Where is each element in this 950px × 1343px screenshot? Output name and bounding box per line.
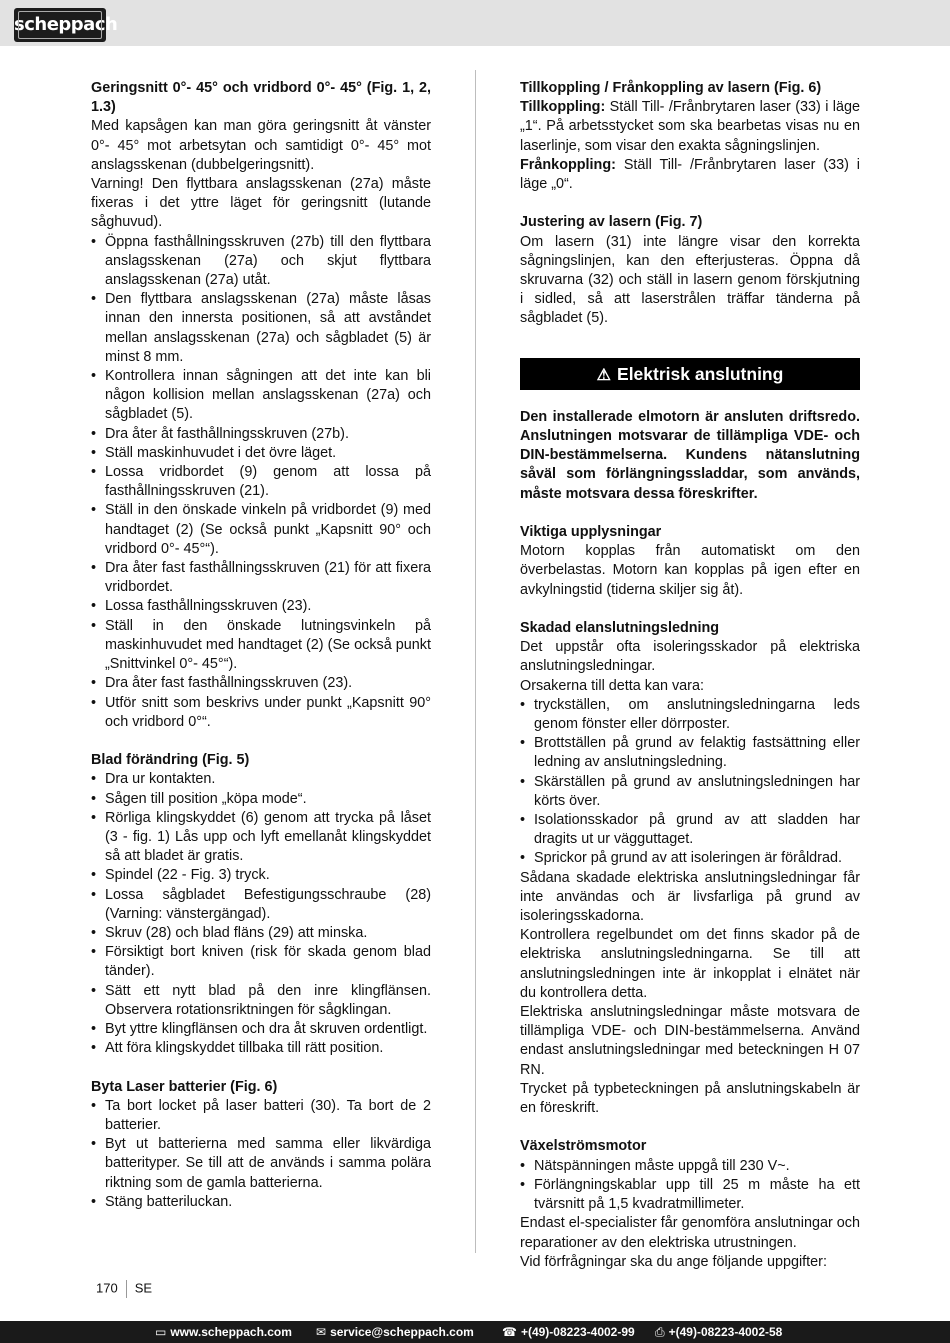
inline-label: Frånkoppling: <box>520 156 616 173</box>
banner-title: Elektrisk anslutning <box>617 363 784 384</box>
list-item: • Öppna fasthållningsskruven (27b) till den flyttbara anslagsskenan (27a) och skjut flyttbara anslagsskenan (27a) utåt. <box>91 233 431 291</box>
paragraph: Motorn kopplas från automatiskt om den överbelastas. Motorn kan kopplas på igen efter en avkylningstid (tiderna skiljer sig åt). <box>520 543 860 598</box>
paragraph: Endast el-specialister får genomföra anslutningar och reparationer av den elektriska utrustningen. <box>520 1215 860 1251</box>
list-item: • Stäng batteriluckan. <box>91 1193 431 1212</box>
list-item: • Brottställen på grund av felaktig fastsättning eller ledning av anslutningsledning. <box>520 734 860 772</box>
list-item: • Dra åter fast fasthållningsskruven (21) för att fixera vridbordet. <box>91 559 431 597</box>
right-column <box>520 79 860 1272</box>
list-item: • Isolationsskador på grund av att sladden har dragits ut ur vägguttaget. <box>520 811 860 849</box>
section-heading: Blad förändring (Fig. 5) <box>91 752 250 769</box>
section-heading: Byta Laser batterier (Fig. 6) <box>91 1078 278 1095</box>
list-item: • Ställ in den önskade vinkeln på vridbordet (9) med handtaget (2) (Se också punkt „Kapsnitt 90° och vridbord 0°- 45°“). <box>91 501 431 559</box>
paragraph: Om lasern (31) inte längre visar den korrekta sågningslinjen, kan den efterjusteras. Öppna då skruvarna (32) och ställ in lasern genom förskjutning i sidled, så att laserstrålen träffar tänderna på sågbladet (5). <box>520 233 860 327</box>
website-link[interactable] <box>155 1321 292 1343</box>
phone-text: +(49)-08223-4002-99 <box>520 1325 635 1339</box>
paragraph <box>520 156 860 194</box>
warning-icon: ⚠ <box>596 366 612 384</box>
paragraph: Det uppstår ofta isoleringsskador på elektriska anslutningsledningar. <box>520 639 860 675</box>
section-heading: Tillkoppling / Frånkoppling av lasern (Fig. 6) <box>520 80 822 96</box>
paragraph: Kontrollera regelbundet om det finns skador på de elektriska anslutningsledningarna. Se till att anslutningsledningen inte är inkopplat i elnätet när du kontrollera detta. <box>520 927 860 1001</box>
paragraph: Orsakerna till detta kan vara: <box>520 677 704 694</box>
intro-paragraph: Den installerade elmotorn är ansluten driftsredo. Anslutningen motsvarar de tillämpliga VDE- och DIN-bestämmelserna. Kundens nätanslutning såväl som förlängningssladdar, som används, måste motsvara dessa föreskrifter. <box>520 408 860 502</box>
section-heading: Växelströmsmotor <box>520 1138 647 1155</box>
bullet-list <box>520 696 860 869</box>
list-item: • Kontrollera innan sågningen att det inte kan bli någon kollision mellan anslagsskenan (27a) och sågbladet (5). <box>91 367 431 425</box>
list-item: • Sätt ett nytt blad på den inre klingflänsen. Observera rotationsriktningen för sågklingan. <box>91 982 431 1020</box>
paragraph: Med kapsågen kan man göra geringsnitt åt vänster 0°- 45° mot arbetsytan och samtidigt 0°- 45° mot anslagsskenan (dubbelgeringsnitt). <box>91 118 431 173</box>
list-item: • Lossa sågbladet Befestigungsschraube (28) (Varning: vänstergängad). <box>91 886 431 924</box>
list-item: • Ställ in den önskade lutningsvinkeln på maskinhuvudet med handtaget (2) (Se också punkt „Snittvinkel 0°- 45°“). <box>91 617 431 675</box>
list-item: • Byt yttre klingflänsen och dra åt skruven ordentligt. <box>91 1020 431 1039</box>
phone-number <box>502 1321 635 1343</box>
website-text: www.scheppach.com <box>170 1325 292 1339</box>
scheppach-logo: scheppach <box>14 8 106 42</box>
inline-label: Tillkoppling: <box>520 99 606 116</box>
paragraph: Varning! Den flyttbara anslagsskenan (27a) måste fixeras i det yttre läget för geringsnitt (lutande såghuvud). <box>91 176 431 231</box>
paragraph: Elektriska anslutningsledningar måste motsvara de tillämpliga VDE- och DIN-bestämmelserna. Använd endast anslutningsledningar med beteckningen H 07 RN. <box>520 1004 860 1078</box>
mail-icon: ✉ <box>316 1325 327 1339</box>
list-item: • Byt ut batterierna med samma eller likvärdiga batterityper. Se till att de används i samma polära riktning som de gamla batterierna. <box>91 1135 431 1193</box>
list-item: • Lossa fasthållningsskruven (23). <box>91 597 431 616</box>
list-item: • Spindel (22 - Fig. 3) tryck. <box>91 866 431 885</box>
list-item: • Skärställen på grund av anslutningsledningen har körts över. <box>520 773 860 811</box>
list-item: • Försiktigt bort kniven (risk för skada genom blad tänder). <box>91 943 431 981</box>
list-item: • Rörliga klingskyddet (6) genom att trycka på låset (3 - fig. 1) Lås upp och lyft emellanåt klingskyddet så att bladet är gratis. <box>91 809 431 867</box>
column-divider <box>475 70 476 1253</box>
fax-text: +(49)-08223-4002-58 <box>668 1325 783 1339</box>
bullet-list <box>91 233 431 732</box>
list-item: • Sågen till position „köpa mode“. <box>91 790 431 809</box>
section-heading: Geringsnitt 0°- 45° och vridbord 0°- 45° (Fig. 1, 2, 1.3) <box>91 80 431 116</box>
left-column <box>91 79 431 1212</box>
phone-icon: ☎ <box>502 1325 517 1339</box>
list-item: • Ta bort locket på laser batteri (30). Ta bort de 2 batterier. <box>91 1097 431 1135</box>
footer-divider <box>126 1280 127 1298</box>
list-item: • Dra ur kontakten. <box>91 770 431 789</box>
page-footer <box>96 1280 152 1298</box>
paragraph: Vid förfrågningar ska du ange följande uppgifter: <box>520 1253 827 1270</box>
list-item: • Dra åter åt fasthållningsskruven (27b). <box>91 425 431 444</box>
section-heading: Justering av lasern (Fig. 7) <box>520 214 703 231</box>
inline-text: Ställ Till- /Frånbrytaren laser (33) i läge „1“. På arbetsstycket som ska bearbetas visas nu en laserlinje, som visar den exakta sågningslinjen. <box>520 99 860 154</box>
paragraph: Trycket på typbeteckningen på anslutningskabeln är en föreskrift. <box>520 1080 860 1117</box>
list-item: • Förlängningskablar upp till 25 m måste ha ett tvärsnitt på 1,5 kvadratmillimeter. <box>520 1176 860 1214</box>
inline-text: Ställ Till- /Frånbrytaren laser (33) i läge „0“. <box>520 156 860 193</box>
bullet-list <box>91 770 431 1058</box>
section-banner <box>520 358 860 390</box>
fax-number <box>655 1321 782 1343</box>
list-item: • Skruv (28) och blad fläns (29) att minska. <box>91 924 431 943</box>
page-number: 170 <box>96 1280 118 1296</box>
email-link[interactable] <box>316 1321 474 1343</box>
list-item: • Ställ maskinhuvudet i det övre läget. <box>91 444 431 463</box>
list-item: • Nätspänningen måste uppgå till 230 V~. <box>520 1157 860 1176</box>
email-text: service@scheppach.com <box>330 1325 474 1339</box>
list-item: • Dra åter fast fasthållningsskruven (23). <box>91 674 431 693</box>
language-code: SE <box>134 1280 153 1296</box>
paragraph <box>520 98 860 156</box>
section-heading: Skadad elanslutningsledning <box>520 620 720 637</box>
list-item: • Lossa vridbordet (9) genom att lossa på fasthållningsskruven (21). <box>91 463 431 501</box>
list-item: • Sprickor på grund av att isoleringen är föråldrad. <box>520 849 860 868</box>
list-item: • Den flyttbara anslagsskenan (27a) måste låsas innan den innersta positionen, så att avståndet mellan anslagsskenan (27a) och sågbladet (5) är minst 8 mm. <box>91 290 431 367</box>
fax-icon: ⎙ <box>655 1325 665 1339</box>
list-item: • tryckställen, om anslutningsledningarna leds genom fönster eller dörrposter. <box>520 696 860 734</box>
list-item: • Att föra klingskyddet tillbaka till rätt position. <box>91 1039 431 1058</box>
paragraph: Sådana skadade elektriska anslutningsledningar får inte användas och är livsfarliga på grund av isoleringsskadorna. <box>520 869 860 925</box>
bullet-list <box>91 1097 431 1212</box>
laptop-icon: ▭ <box>155 1325 167 1339</box>
contact-bar <box>0 1321 950 1343</box>
section-heading: Viktiga upplysningar <box>520 524 662 541</box>
bullet-list <box>520 1157 860 1215</box>
list-item: • Utför snitt som beskrivs under punkt „Kapsnitt 90° och vridbord 0°“. <box>91 694 431 732</box>
header-bar <box>0 0 950 46</box>
